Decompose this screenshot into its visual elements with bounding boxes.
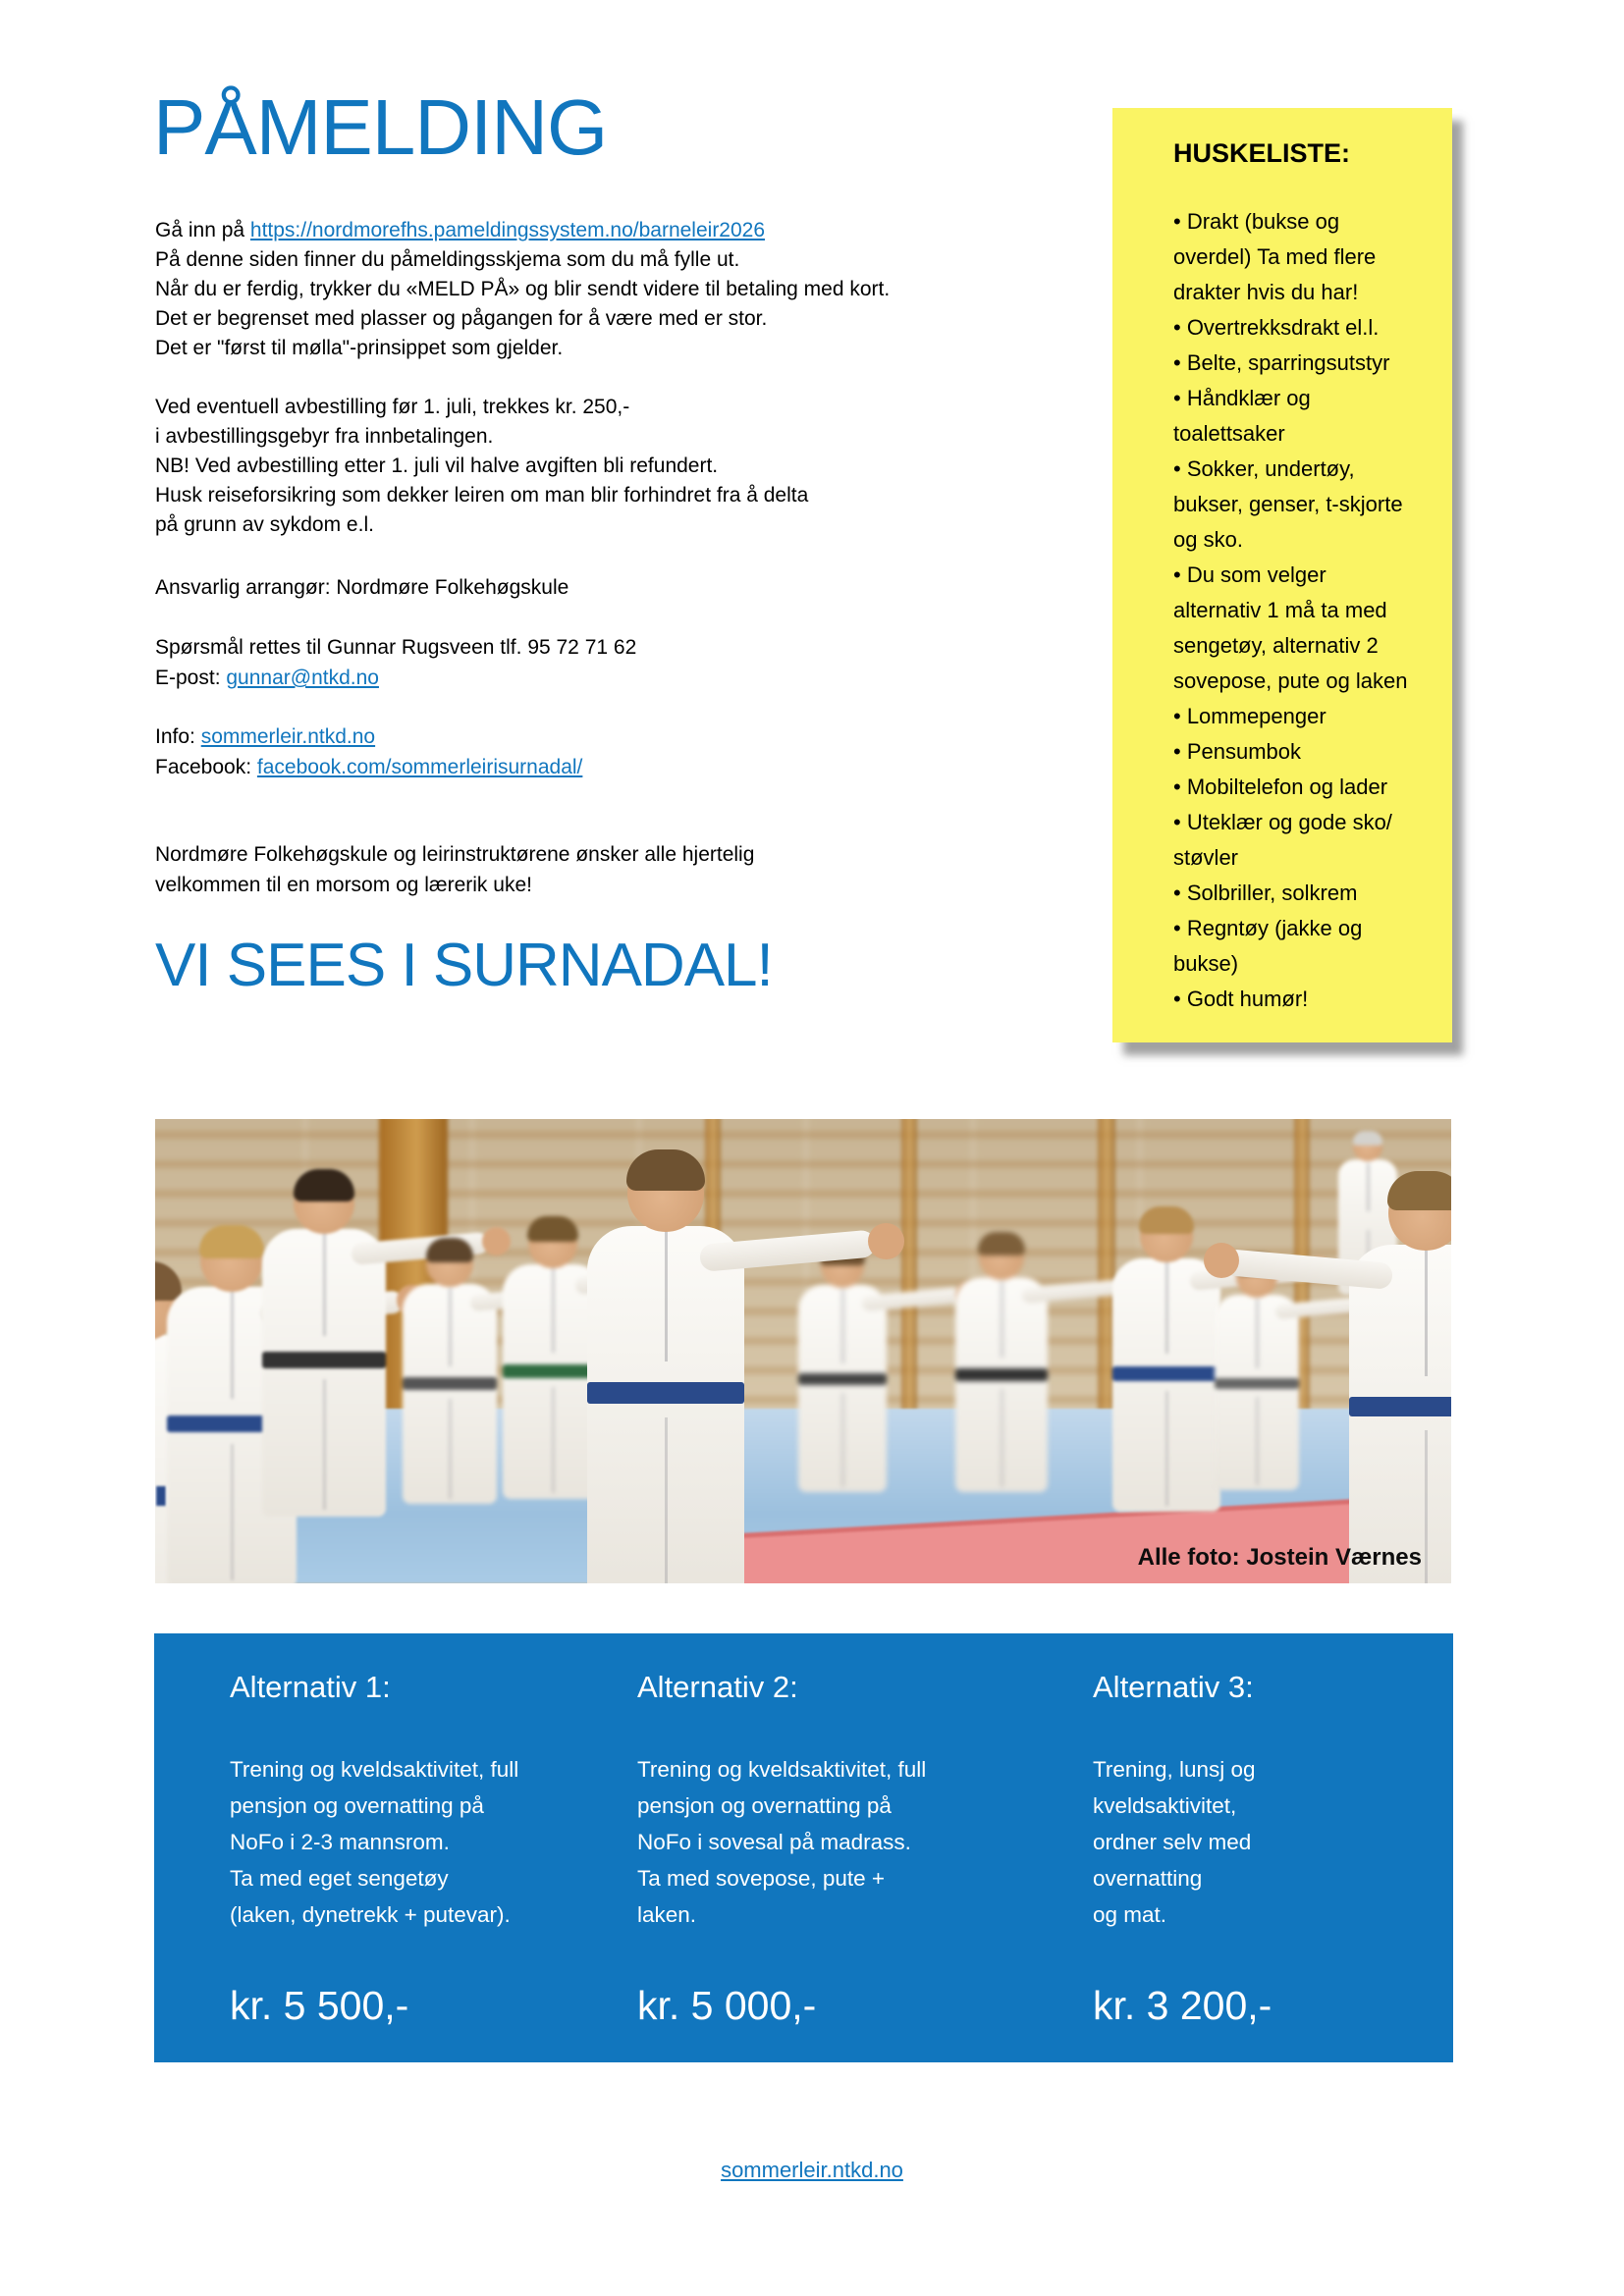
intro-line-with-link bbox=[155, 216, 890, 245]
text-line: overnatting bbox=[1093, 1866, 1203, 1891]
text-line: • Regntøy (jakke og bbox=[1173, 916, 1363, 940]
text-line: Ta med eget sengetøy bbox=[230, 1866, 449, 1891]
info-label: Info: bbox=[155, 725, 201, 748]
text-line: • Solbriller, solkrem bbox=[1173, 881, 1358, 905]
contact-question-line: Spørsmål rettes til Gunnar Rugsveen tlf. 95 72 71 62 bbox=[155, 636, 637, 659]
text-line: • Pensumbok bbox=[1173, 739, 1301, 764]
email-line bbox=[155, 663, 636, 693]
registration-link[interactable]: https://nordmorefhs.pameldingssystem.no/barneleir2026 bbox=[249, 219, 766, 241]
text-line: kveldsaktivitet, bbox=[1093, 1793, 1237, 1818]
alternative-3-body bbox=[1093, 1751, 1256, 1933]
text-line: NoFo i 2-3 mannsrom. bbox=[230, 1830, 450, 1854]
text-line: • Overtrekksdrakt el.l. bbox=[1173, 315, 1380, 340]
checklist-heading: HUSKELISTE: bbox=[1173, 138, 1351, 168]
text-line: bukser, genser, t-skjorte bbox=[1173, 492, 1403, 516]
text-line: Nordmøre Folkehøgskule og leirinstruktørene ønsker alle hjertelig bbox=[155, 843, 755, 866]
text-line: toalettsaker bbox=[1173, 421, 1285, 446]
text-line: Trening og kveldsaktivitet, full bbox=[637, 1757, 927, 1782]
text-line: ordner selv med bbox=[1093, 1830, 1252, 1854]
text-line: (laken, dynetrekk + putevar). bbox=[230, 1902, 511, 1927]
text-line: • Mobiltelefon og lader bbox=[1173, 774, 1388, 799]
alternatives-box bbox=[154, 1633, 1453, 2062]
text-line: • Drakt (bukse og bbox=[1173, 209, 1340, 234]
text-line: i avbestillingsgebyr fra innbetalingen. bbox=[155, 425, 494, 448]
photo-caption: Alle foto: Jostein Værnes bbox=[1137, 1544, 1422, 1571]
footer-link[interactable]: sommerleir.ntkd.no bbox=[721, 2158, 903, 2182]
welcome-lines bbox=[155, 839, 754, 900]
text-line: Ta med sovepose, pute + bbox=[637, 1866, 886, 1891]
text-line: drakter hvis du har! bbox=[1173, 280, 1359, 304]
text-line: Ved eventuell avbestilling før 1. juli, trekkes kr. 250,- bbox=[155, 396, 630, 418]
email-link[interactable]: gunnar@ntkd.no bbox=[226, 667, 379, 689]
text-line: sengetøy, alternativ 2 bbox=[1173, 633, 1379, 658]
alternative-3-heading: Alternativ 3: bbox=[1093, 1670, 1254, 1704]
text-line: Trening og kveldsaktivitet, full bbox=[230, 1757, 519, 1782]
text-line: overdel) Ta med flere bbox=[1173, 244, 1377, 269]
checklist-items bbox=[1173, 204, 1433, 1017]
text-line: Det er "først til mølla"-prinsippet som gjelder. bbox=[155, 337, 564, 359]
alternative-2-heading: Alternativ 2: bbox=[637, 1670, 798, 1704]
alternative-2-body bbox=[637, 1751, 926, 1933]
intro-paragraph bbox=[155, 216, 890, 363]
alternative-2-price: kr. 5 000,- bbox=[637, 1983, 817, 2028]
intro-prefix: Gå inn på bbox=[155, 219, 250, 241]
text-line: • Sokker, undertøy, bbox=[1173, 456, 1355, 481]
info-block bbox=[155, 721, 582, 782]
text-line: støvler bbox=[1173, 845, 1238, 870]
text-line: sovepose, pute og laken bbox=[1173, 668, 1408, 693]
text-line: Husk reiseforsikring som dekker leiren om man blir forhindret fra å delta bbox=[155, 484, 809, 507]
info-link[interactable]: sommerleir.ntkd.no bbox=[200, 725, 376, 748]
camp-photo bbox=[155, 1119, 1451, 1583]
text-line: På denne siden finner du påmeldingsskjema som du må fylle ut. bbox=[155, 248, 740, 271]
text-line: pensjon og overnatting på bbox=[637, 1793, 892, 1818]
text-line: NoFo i sovesal på madrass. bbox=[637, 1830, 911, 1854]
text-line: Trening, lunsj og bbox=[1093, 1757, 1256, 1782]
facebook-line bbox=[155, 752, 582, 782]
footer bbox=[0, 2158, 1624, 2183]
text-line: • Uteklær og gode sko/ bbox=[1173, 810, 1392, 834]
text-line: Det er begrenset med plasser og pågangen for å være med er stor. bbox=[155, 307, 768, 330]
text-line: alternativ 1 må ta med bbox=[1173, 598, 1387, 622]
alternative-1-heading: Alternativ 1: bbox=[230, 1670, 391, 1704]
text-line: velkommen til en morsom og lærerik uke! bbox=[155, 874, 532, 896]
alternative-3-price: kr. 3 200,- bbox=[1093, 1983, 1272, 2028]
alternative-1-body bbox=[230, 1751, 518, 1933]
facebook-label: Facebook: bbox=[155, 756, 257, 778]
closing-heading: VI SEES I SURNADAL! bbox=[155, 932, 773, 999]
cancellation-lines bbox=[155, 393, 808, 540]
page-title: PÅMELDING bbox=[153, 83, 608, 171]
text-line: • Belte, sparringsutstyr bbox=[1173, 350, 1390, 375]
text-line: bukse) bbox=[1173, 951, 1239, 976]
taekwondo-kids-figures bbox=[155, 1119, 1451, 1583]
text-line: pensjon og overnatting på bbox=[230, 1793, 484, 1818]
text-line: og mat. bbox=[1093, 1902, 1167, 1927]
email-label: E-post: bbox=[155, 667, 227, 689]
text-line: laken. bbox=[637, 1902, 697, 1927]
text-line: • Du som velger bbox=[1173, 562, 1326, 587]
text-line: • Håndklær og bbox=[1173, 386, 1311, 410]
cancellation-paragraph bbox=[155, 393, 808, 540]
text-line: på grunn av sykdom e.l. bbox=[155, 513, 374, 536]
text-line: og sko. bbox=[1173, 527, 1243, 552]
text-line: • Godt humør! bbox=[1173, 987, 1309, 1011]
text-line: Når du er ferdig, trykker du «MELD PÅ» og blir sendt videre til betaling med kort. bbox=[155, 278, 891, 300]
text-line: NB! Ved avbestilling etter 1. juli vil halve avgiften bli refundert. bbox=[155, 454, 719, 477]
facebook-link[interactable]: facebook.com/sommerleirisurnadal/ bbox=[256, 756, 583, 778]
checklist-box bbox=[1112, 108, 1452, 1042]
organizer-line: Ansvarlig arrangør: Nordmøre Folkehøgskule bbox=[155, 576, 569, 599]
intro-lines bbox=[155, 245, 890, 363]
text-line: • Lommepenger bbox=[1173, 704, 1326, 728]
contact-block bbox=[155, 632, 636, 693]
welcome-paragraph bbox=[155, 839, 754, 900]
info-line bbox=[155, 721, 582, 752]
alternative-1-price: kr. 5 500,- bbox=[230, 1983, 409, 2028]
